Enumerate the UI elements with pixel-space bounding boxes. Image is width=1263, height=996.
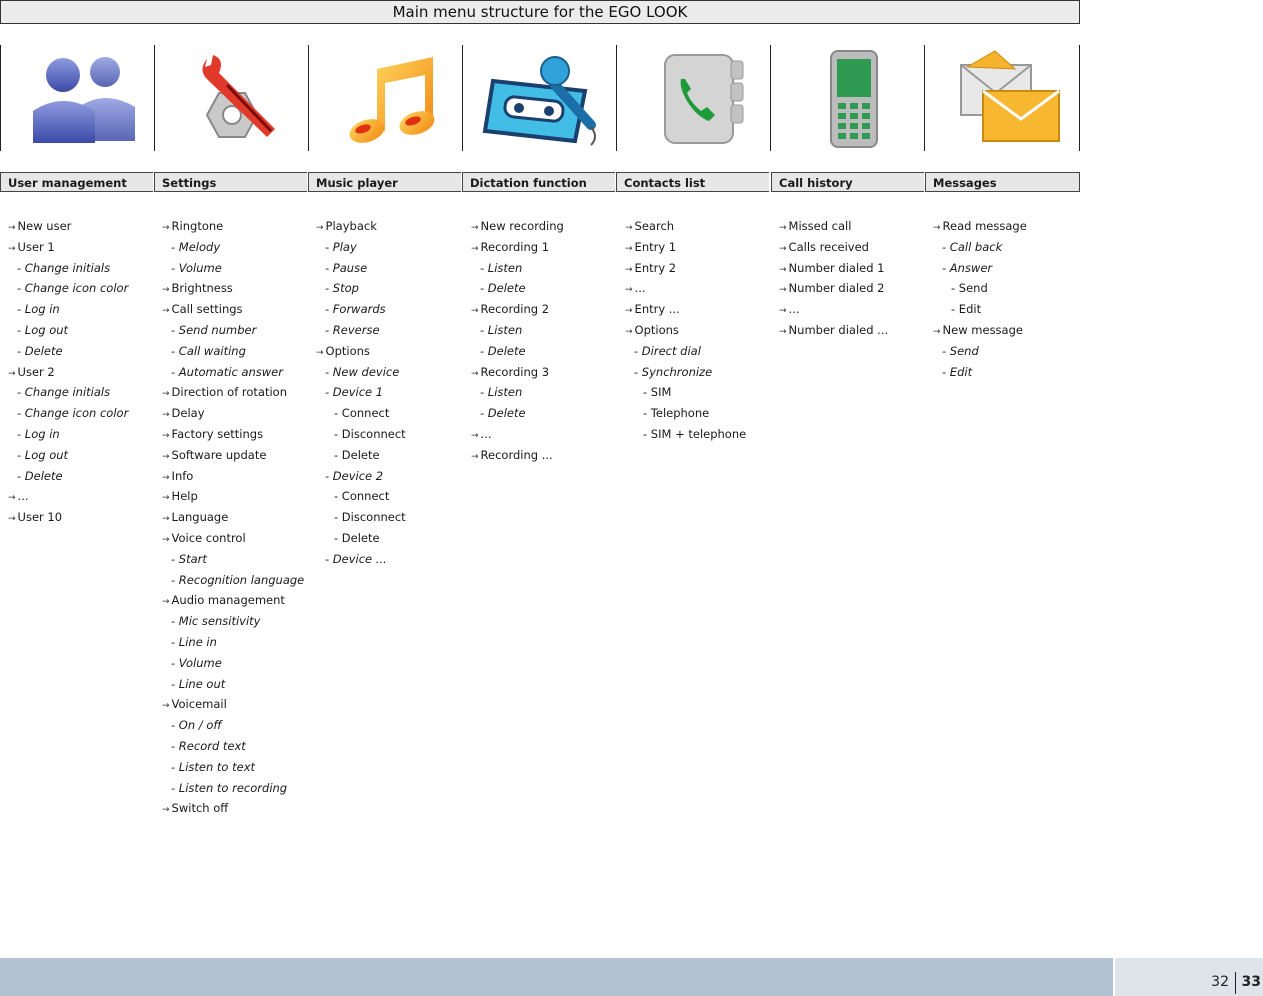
menu-item-label: User 10	[17, 510, 63, 525]
menu-item-label: New message	[942, 322, 1023, 337]
icon-cell-user-management	[0, 45, 155, 151]
menu-item-label: Playback	[325, 219, 377, 233]
music-note-icon	[321, 45, 451, 151]
icon-cell-dictation-function	[462, 45, 617, 151]
menu-item	[625, 320, 746, 341]
submenu-item	[471, 278, 564, 299]
arrow-icon: →	[625, 285, 633, 296]
arrow-icon: →	[625, 223, 633, 233]
menu-item-label: - Mic sensitivity	[171, 614, 261, 629]
menu-item-label: - Send	[951, 281, 988, 296]
submenu-item	[933, 278, 1027, 299]
header-music-player: Music player	[308, 172, 461, 192]
submenu-item	[316, 486, 406, 507]
menu-item	[162, 299, 304, 320]
menu-item-label: ...	[480, 426, 492, 441]
arrow-icon: →	[933, 223, 941, 233]
menu-item	[162, 798, 304, 819]
arrow-icon: →	[162, 493, 170, 504]
arrow-icon: →	[779, 243, 787, 254]
menu-item-label: - Delete	[480, 343, 526, 358]
header-call-history: Call history	[771, 172, 924, 192]
menu-item	[471, 445, 564, 466]
menu-item-label: Brightness	[171, 281, 233, 296]
arrow-icon: →	[162, 472, 170, 483]
arrow-icon: →	[162, 306, 170, 317]
menu-item-label: - Listen	[480, 385, 523, 400]
arrow-icon: →	[316, 347, 324, 358]
submenu-item	[471, 320, 564, 341]
envelopes-icon	[937, 45, 1067, 151]
menu-item-label: - Change icon color	[17, 281, 129, 296]
arrow-icon: →	[8, 368, 16, 379]
submenu-item	[162, 632, 304, 653]
menu-item-label: Info	[171, 468, 194, 483]
menu-item-label: New recording	[480, 219, 564, 233]
submenu-item	[162, 549, 304, 570]
page-number-box	[1115, 958, 1263, 996]
submenu-item	[162, 570, 304, 591]
menu-item	[933, 216, 1027, 237]
menu-item-label: New user	[17, 219, 72, 233]
menu-item-label: - Edit	[942, 364, 973, 379]
submenu-item	[162, 778, 304, 799]
arrow-icon: →	[162, 389, 170, 400]
menu-item-label: - Recognition language	[171, 572, 305, 587]
menu-item-label: Entry 1	[634, 239, 677, 254]
icon-cell-messages	[924, 45, 1080, 151]
menu-item-label: User 1	[17, 239, 55, 254]
menu-item-label: - Start	[171, 551, 207, 566]
menu-item	[471, 362, 564, 383]
menu-list-messages	[933, 216, 1027, 382]
submenu-item	[625, 362, 746, 383]
submenu-item	[316, 258, 406, 279]
page-title: Main menu structure for the EGO LOOK	[0, 0, 1080, 24]
menu-item-label: Voicemail	[171, 697, 227, 712]
menu-item-label: Voice control	[171, 530, 246, 545]
menu-item	[933, 320, 1027, 341]
menu-item	[162, 486, 304, 507]
arrow-icon: →	[471, 430, 479, 441]
arrow-icon: →	[625, 326, 633, 337]
icon-cell-music-player	[308, 45, 463, 151]
menu-item-label: - Device ...	[325, 551, 387, 566]
menu-item-label: - Delete	[480, 406, 526, 421]
submenu-item	[471, 382, 564, 403]
menu-item-label: - Stop	[325, 281, 359, 296]
menu-item-label: - Log in	[17, 426, 60, 441]
submenu-item	[162, 736, 304, 757]
menu-item-label: Language	[171, 510, 229, 525]
menu-item-label: - Reverse	[325, 322, 380, 337]
arrow-icon: →	[779, 306, 787, 317]
submenu-item	[933, 362, 1027, 383]
footer-band	[0, 958, 1113, 996]
arrow-icon: →	[162, 410, 170, 421]
menu-item-label: - Record text	[171, 738, 246, 753]
menu-item-label: - Log out	[17, 322, 69, 337]
menu-item-label: - Volume	[171, 260, 222, 275]
arrow-icon: →	[8, 514, 16, 525]
menu-item-label: - Answer	[942, 260, 993, 275]
menu-item-label: - Call waiting	[171, 343, 246, 358]
menu-list-call-history	[779, 216, 888, 341]
submenu-item	[471, 403, 564, 424]
menu-item	[471, 237, 564, 258]
menu-item-label: Number dialed ...	[788, 322, 889, 337]
arrow-icon: →	[471, 451, 479, 462]
arrow-icon: →	[779, 223, 787, 233]
menu-item-label: - Change icon color	[17, 406, 129, 421]
submenu-item	[625, 382, 746, 403]
submenu-item	[933, 299, 1027, 320]
menu-list-contacts-list	[625, 216, 746, 445]
page-number-divider	[1235, 972, 1236, 994]
menu-item-label: Recording ...	[480, 447, 553, 462]
submenu-item	[316, 424, 406, 445]
menu-item-label: Recording 3	[480, 364, 550, 379]
menu-item-label: Number dialed 2	[788, 281, 885, 296]
page-number-right: 33	[1241, 974, 1261, 990]
submenu-item	[316, 278, 406, 299]
menu-item-label: - Call back	[942, 239, 1003, 254]
wrench-nut-icon	[167, 45, 297, 151]
submenu-item	[316, 382, 406, 403]
submenu-item	[162, 362, 304, 383]
menu-item-label: - Edit	[951, 302, 982, 317]
arrow-icon: →	[8, 223, 16, 233]
menu-item	[162, 694, 304, 715]
arrow-icon: →	[625, 306, 633, 317]
users-icon	[13, 45, 143, 151]
menu-item-label: - Play	[325, 239, 357, 254]
menu-item	[162, 590, 304, 611]
submenu-item	[316, 237, 406, 258]
menu-item-label: - Disconnect	[334, 426, 406, 441]
menu-item	[779, 216, 888, 237]
menu-item-label: - Change initials	[17, 260, 111, 275]
header-contacts-list: Contacts list	[616, 172, 769, 192]
submenu-item	[933, 237, 1027, 258]
menu-item	[471, 424, 564, 445]
submenu-item	[316, 549, 406, 570]
menu-list-user-management	[8, 216, 128, 528]
arrow-icon: →	[471, 243, 479, 254]
menu-item-label: Audio management	[171, 593, 285, 608]
submenu-item	[8, 445, 128, 466]
menu-item	[779, 320, 888, 341]
arrow-icon: →	[779, 326, 787, 337]
menu-item-label: - Direct dial	[634, 343, 701, 358]
column-header-row	[0, 172, 1080, 194]
menu-item	[8, 216, 128, 237]
menu-item	[162, 278, 304, 299]
menu-item-label: - Delete	[480, 281, 526, 296]
submenu-item	[933, 341, 1027, 362]
arrow-icon: →	[471, 223, 479, 233]
menu-item-label: - Listen to recording	[171, 780, 288, 795]
menu-item-label: ...	[788, 302, 800, 317]
menu-item-label: - Line in	[171, 634, 217, 649]
menu-item-label: Ringtone	[171, 219, 224, 233]
menu-item-label: - Device 1	[325, 385, 384, 400]
menu-item-label: - Telephone	[643, 406, 710, 421]
submenu-item	[625, 403, 746, 424]
submenu-item	[316, 362, 406, 383]
menu-item-label: - Delete	[334, 530, 380, 545]
menu-list-music-player	[316, 216, 406, 570]
submenu-item	[316, 403, 406, 424]
submenu-item	[162, 611, 304, 632]
arrow-icon: →	[779, 264, 787, 275]
arrow-icon: →	[162, 514, 170, 525]
menu-item-label: - SIM + telephone	[643, 426, 747, 441]
menu-item-label: Direction of rotation	[171, 385, 287, 400]
menu-item-label: Number dialed 1	[788, 260, 885, 275]
menu-item-label: User 2	[17, 364, 55, 379]
submenu-item	[625, 424, 746, 445]
arrow-icon: →	[471, 368, 479, 379]
header-dictation-function: Dictation function	[462, 172, 615, 192]
menu-item-label: - Send	[942, 343, 979, 358]
submenu-item	[471, 341, 564, 362]
page-footer	[0, 958, 1263, 996]
submenu-item	[162, 320, 304, 341]
arrow-icon: →	[8, 493, 16, 504]
submenu-item	[162, 757, 304, 778]
menu-item	[8, 507, 128, 528]
submenu-item	[8, 258, 128, 279]
menu-list-dictation-function	[471, 216, 564, 466]
submenu-item	[162, 715, 304, 736]
menu-item	[779, 258, 888, 279]
arrow-icon: →	[162, 701, 170, 712]
submenu-item	[316, 528, 406, 549]
menu-item-label: - Device 2	[325, 468, 384, 483]
arrow-icon: →	[162, 805, 170, 816]
icon-cell-call-history	[770, 45, 925, 151]
menu-item	[8, 486, 128, 507]
menu-item-label: Software update	[171, 447, 267, 462]
menu-item	[162, 382, 304, 403]
menu-item-label: - Pause	[325, 260, 368, 275]
menu-item-label: Entry ...	[634, 302, 680, 317]
icon-cell-contacts-list	[616, 45, 771, 151]
menu-item-label: - Delete	[17, 468, 63, 483]
submenu-item	[162, 237, 304, 258]
arrow-icon: →	[162, 223, 170, 233]
icon-row	[0, 45, 1080, 151]
submenu-item	[316, 299, 406, 320]
submenu-item	[471, 258, 564, 279]
header-user-management: User management	[0, 172, 153, 192]
submenu-item	[162, 341, 304, 362]
menu-item-label: Options	[325, 343, 370, 358]
menu-item-label: - Volume	[171, 655, 222, 670]
menu-item-label: Entry 2	[634, 260, 677, 275]
menu-item-label: Switch off	[171, 801, 229, 816]
menu-item	[471, 299, 564, 320]
menu-item-label: - Melody	[171, 239, 221, 254]
menu-item-label: - Listen	[480, 260, 523, 275]
header-settings: Settings	[154, 172, 307, 192]
menu-item	[779, 278, 888, 299]
menu-item	[162, 445, 304, 466]
submenu-item	[316, 507, 406, 528]
mobile-phone-icon	[783, 45, 913, 151]
menu-item	[162, 403, 304, 424]
menu-item-label: Delay	[171, 406, 205, 421]
submenu-item	[316, 320, 406, 341]
arrow-icon: →	[162, 597, 170, 608]
menu-item-label: - On / off	[171, 718, 222, 733]
menu-item	[625, 216, 746, 237]
menu-item-label: - Send number	[171, 322, 257, 337]
submenu-item	[162, 653, 304, 674]
menu-item	[162, 528, 304, 549]
submenu-item	[933, 258, 1027, 279]
arrow-icon: →	[162, 534, 170, 545]
menu-item-label: ...	[634, 281, 646, 296]
menu-item-label: Search	[634, 219, 675, 233]
menu-item-label: Recording 1	[480, 239, 550, 254]
arrow-icon: →	[779, 285, 787, 296]
icon-cell-settings	[154, 45, 309, 151]
menu-item-label: - Synchronize	[634, 364, 713, 379]
submenu-item	[8, 299, 128, 320]
arrow-icon: →	[471, 306, 479, 317]
menu-item-label: - Listen	[480, 322, 523, 337]
submenu-item	[8, 320, 128, 341]
submenu-item	[162, 674, 304, 695]
menu-item-label: - Connect	[334, 406, 390, 421]
arrow-icon: →	[316, 223, 324, 233]
menu-item-label: Recording 2	[480, 302, 550, 317]
submenu-item	[8, 341, 128, 362]
submenu-item	[316, 445, 406, 466]
menu-item	[162, 507, 304, 528]
menu-item-label: - SIM	[643, 385, 672, 400]
submenu-item	[8, 424, 128, 445]
menu-item-label: Help	[171, 489, 198, 504]
arrow-icon: →	[625, 264, 633, 275]
menu-item-label: Call settings	[171, 302, 243, 317]
arrow-icon: →	[162, 451, 170, 462]
submenu-item	[316, 466, 406, 487]
menu-item-label: - Delete	[17, 343, 63, 358]
menu-item-label: - Delete	[334, 447, 380, 462]
menu-item	[162, 424, 304, 445]
menu-item-label: - Disconnect	[334, 510, 406, 525]
menu-item	[162, 466, 304, 487]
menu-item	[162, 216, 304, 237]
menu-item-label: Options	[634, 322, 679, 337]
arrow-icon: →	[8, 243, 16, 254]
submenu-item	[625, 341, 746, 362]
menu-item	[316, 216, 406, 237]
menu-item	[8, 237, 128, 258]
menu-item-label: Calls received	[788, 239, 869, 254]
menu-item	[625, 299, 746, 320]
menu-item	[625, 258, 746, 279]
arrow-icon: →	[933, 326, 941, 337]
menu-item-label: - Line out	[171, 676, 226, 691]
cassette-microphone-icon	[475, 45, 605, 151]
menu-item-label: - Automatic answer	[171, 364, 283, 379]
menu-item-label: - Forwards	[325, 302, 386, 317]
menu-item-label: - Log out	[17, 447, 69, 462]
submenu-item	[8, 403, 128, 424]
menu-item-label: Read message	[942, 219, 1027, 233]
menu-item-label: - Listen to text	[171, 759, 256, 774]
menu-item	[779, 299, 888, 320]
menu-item	[471, 216, 564, 237]
submenu-item	[8, 466, 128, 487]
menu-item-label: - Connect	[334, 489, 390, 504]
menu-item-label: - Change initials	[17, 385, 111, 400]
menu-item	[625, 278, 746, 299]
submenu-item	[8, 278, 128, 299]
header-messages: Messages	[925, 172, 1080, 192]
menu-item-label: Factory settings	[171, 426, 264, 441]
menu-item	[625, 237, 746, 258]
arrow-icon: →	[162, 430, 170, 441]
arrow-icon: →	[625, 243, 633, 254]
submenu-item	[162, 258, 304, 279]
menu-list-settings	[162, 216, 304, 819]
menu-item	[316, 341, 406, 362]
menu-item-label: ...	[17, 489, 29, 504]
menu-item-label: Missed call	[788, 219, 852, 233]
menu-item-label: - Log in	[17, 302, 60, 317]
menu-item	[779, 237, 888, 258]
page-number-left: 32	[1211, 974, 1229, 990]
menu-item	[8, 362, 128, 383]
submenu-item	[8, 382, 128, 403]
arrow-icon: →	[162, 285, 170, 296]
address-book-icon	[629, 45, 759, 151]
menu-item-label: - New device	[325, 364, 400, 379]
